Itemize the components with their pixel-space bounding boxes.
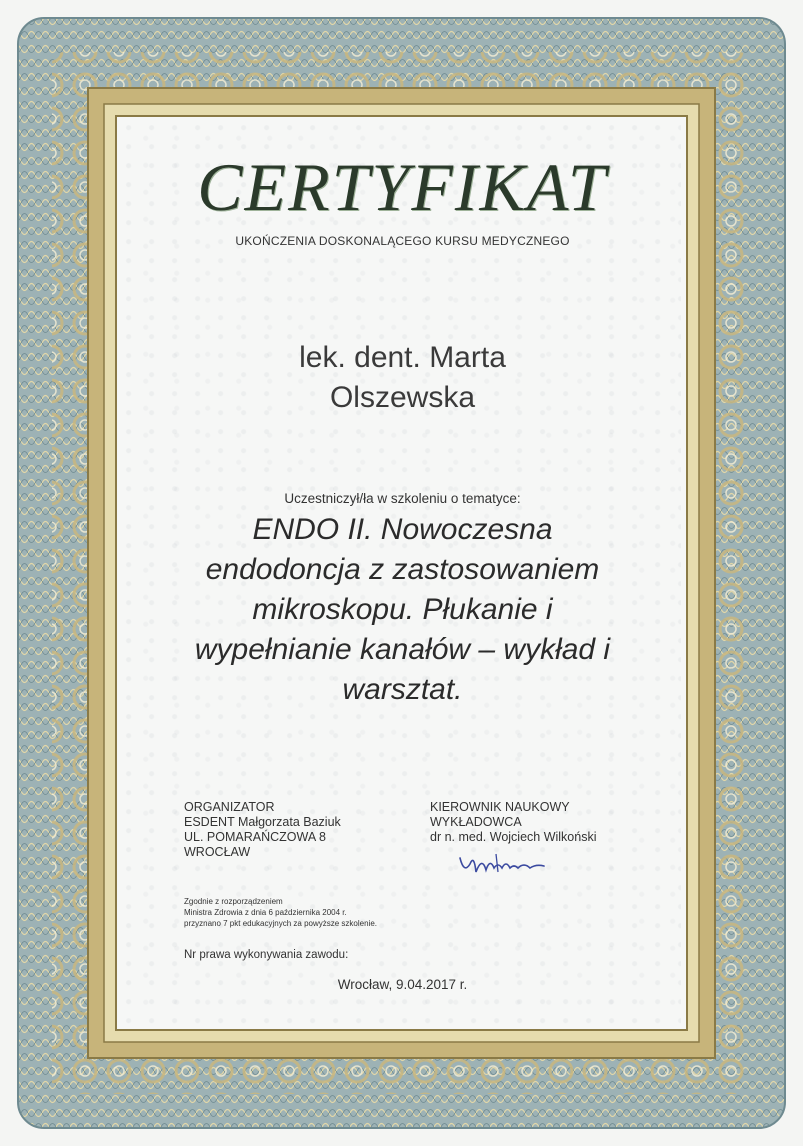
participated-label: Uczestniczył/ła w szkoleniu o tematyce: — [284, 491, 521, 506]
organizer-label: ORGANIZATOR — [184, 800, 275, 814]
organizer-company: ESDENT Małgorzata Baziuk — [184, 815, 341, 829]
legal-note-line3: przyznano 7 pkt edukacyjnych za powyższe szkolenie. — [184, 919, 377, 928]
certificate-title: CERTYFIKAT — [197, 149, 608, 225]
lead-block — [430, 800, 597, 845]
certificate-subtitle: UKOŃCZENIA DOSKONALĄCEGO KURSU MEDYCZNEGO — [235, 234, 570, 248]
legal-note — [184, 896, 377, 929]
legal-note-line1: Zgodnie z rozporządzeniem — [184, 897, 283, 906]
place-date: Wrocław, 9.04.2017 r. — [337, 977, 468, 992]
organizer-city: WROCŁAW — [184, 845, 251, 859]
course-topic: ENDO II. Nowoczesna endodoncja z zastosowaniem mikroskopu. Płukanie i wypełnianie kanałów – wykład i warsztat. — [194, 513, 611, 706]
legal-note-line2: Ministra Zdrowia z dnia 6 października 2004 r. — [184, 908, 347, 917]
organizer-street: UL. POMARAŃCZOWA 8 — [184, 830, 326, 844]
recipient-name: lek. dent. Marta Olszewska — [299, 341, 506, 414]
lead-role: WYKŁADOWCA — [430, 815, 522, 829]
organizer-block — [184, 800, 341, 860]
license-number-label: Nr prawa wykonywania zawodu: — [184, 949, 349, 961]
lead-name: dr n. med. Wojciech Wilkoński — [430, 830, 597, 844]
lead-label: KIEROWNIK NAUKOWY — [430, 800, 570, 814]
lecturer-signature — [456, 848, 548, 878]
